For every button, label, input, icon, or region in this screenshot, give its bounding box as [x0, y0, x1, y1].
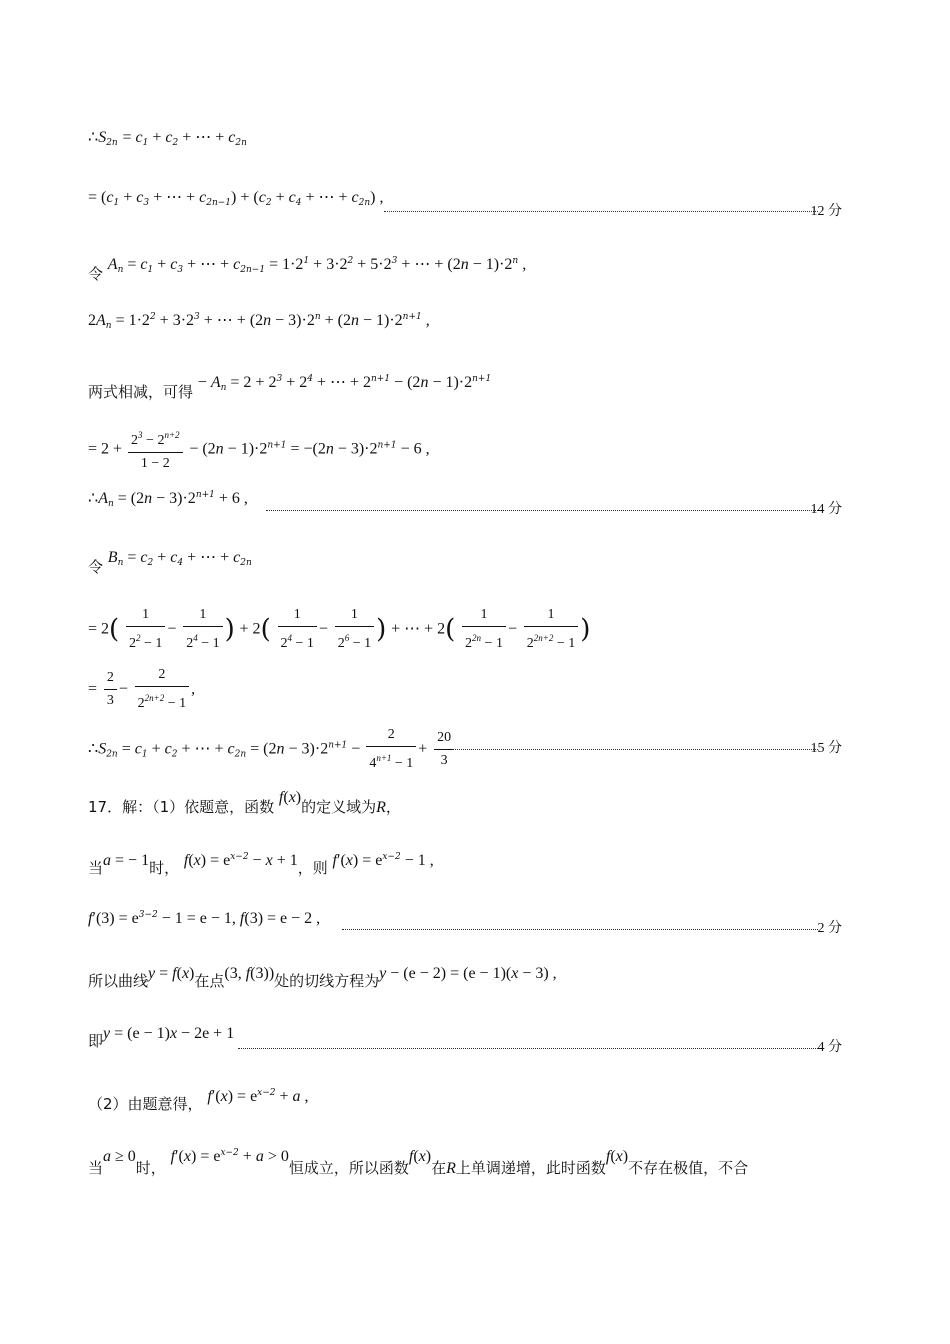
dot-leader — [384, 211, 818, 212]
equation-simplify: = 2 + $\frac{2^3 - 2^{n+2}}{1 - 2}$ − $(2n - 1)\cdot 2^{n+1} = -(2n - 3)\cdot 2^{n+1} - 6$ , — [88, 424, 842, 475]
equation-subtract: 两式相减，可得 − $A_n = 2 + 2^3 + 2^4$ + ⋯ + $2^{n+1} - (2n - 1)\cdot 2^{n+1}$ — [88, 374, 492, 401]
equation-an-result: $\therefore A_n = (2n - 3)\cdot 2^{n+1} + 6$ , — [88, 490, 248, 509]
dot-leader — [342, 929, 818, 930]
equation-an-definition: 令 $A_n = c_1 + c_3$ + ⋯ + $c_{2n-1} = 1\cdot 2^1 + 3\cdot 2^2 + 5\cdot 2^3$ + ⋯ + $(2n - 1)\cdot 2^n$ , — [88, 256, 527, 283]
equation-bn-result: = $\frac{2}{3}$ − $\frac{2}{2^{2n+2} - 1}$ , — [88, 664, 842, 715]
equation-bn-definition: 令 $B_n = c_2 + c_4$ + ⋯ + $c_{2n}$ — [88, 549, 252, 576]
score-marker: 12 分 — [810, 204, 842, 219]
equation-s2n-sum: $\therefore S_{2n} = c_1 + c_2$ + ⋯ + $c_{2n}$ — [88, 129, 247, 148]
case-a-nonnegative: 当a ≥ 0时， $f'(x) = e^{x-2} + a > 0$恒成立，所以函数f(x)在R上单调递增，此时函数f(x)不存在极值，不合 — [88, 1148, 749, 1177]
dot-leader — [238, 1048, 818, 1049]
equation-bn-telescoping: = 2( $\frac{1}{2^2 - 1}$ − $\frac{1}{2^4 - 1}$ ) + 2( $\frac{1}{2^4 - 1}$ − $\frac{1}{2^6 - 1}$ ) + ⋯ + 2( $\frac{1}{2^{2n} - 1}$ − $\frac{1}{2^{2n+2} - 1}$ ) — [88, 604, 842, 655]
problem-17-intro: 17．解：（1）依题意，函数 f(x)的定义域为R， — [88, 789, 401, 816]
score-marker: 14 分 — [810, 502, 842, 517]
score-marker: 4 分 — [817, 1040, 842, 1055]
label-subtract: 两式相减，可得 — [88, 383, 194, 401]
label-ling: 令 — [88, 265, 104, 283]
tangent-line-result: 即y = (e − 1)x − 2e + 1 — [88, 1025, 235, 1050]
score-marker: 15 分 — [810, 741, 842, 756]
tangent-line-equation: 所以曲线y = f(x)在点(3, f(3))处的切线方程为y − (e − 2) = (e − 1)(x − 3) , — [88, 965, 557, 990]
case-a-minus-1: 当a = − 1时， $f(x) = e^{x-2} - x + 1$，则 $f'(x) = e^{x-2} - 1$ , — [88, 852, 434, 877]
equation-derivative-at-3: $f'(3) = e^{3-2} - 1 = e - 1$, f(3) = e − 2 , — [88, 910, 321, 927]
equation-2an: $2A_n = 1\cdot 2^2 + 3\cdot 2^3$ + ⋯ + $(2n - 3)\cdot 2^n + (2n - 1)\cdot 2^{n+1}$ , — [88, 312, 430, 331]
equation-s2n-split: = ($c_1 + c_3$ + ⋯ + $c_{2n-1}) + (c_2 + c_4$ + ⋯ + $c_{2n}$) , — [88, 189, 384, 208]
score-marker: 2 分 — [817, 921, 842, 936]
part-2-intro: （2）由题意得， $f'(x) = e^{x-2} + a$ , — [88, 1088, 309, 1113]
fraction: $\frac{2^3 - 2^{n+2}}{1 - 2}$ — [128, 424, 182, 475]
dot-leader — [452, 749, 818, 750]
dot-leader — [266, 510, 818, 511]
equation-s2n-final: $\therefore S_{2n} = c_1 + c_2$ + ⋯ + $c_{2n} = (2n - 3)\cdot 2^{n+1}$ − $\frac{2}{4^{n+1} - 1}$ + $\frac{20}{3}$ — [88, 724, 842, 775]
label-ling: 令 — [88, 558, 104, 576]
